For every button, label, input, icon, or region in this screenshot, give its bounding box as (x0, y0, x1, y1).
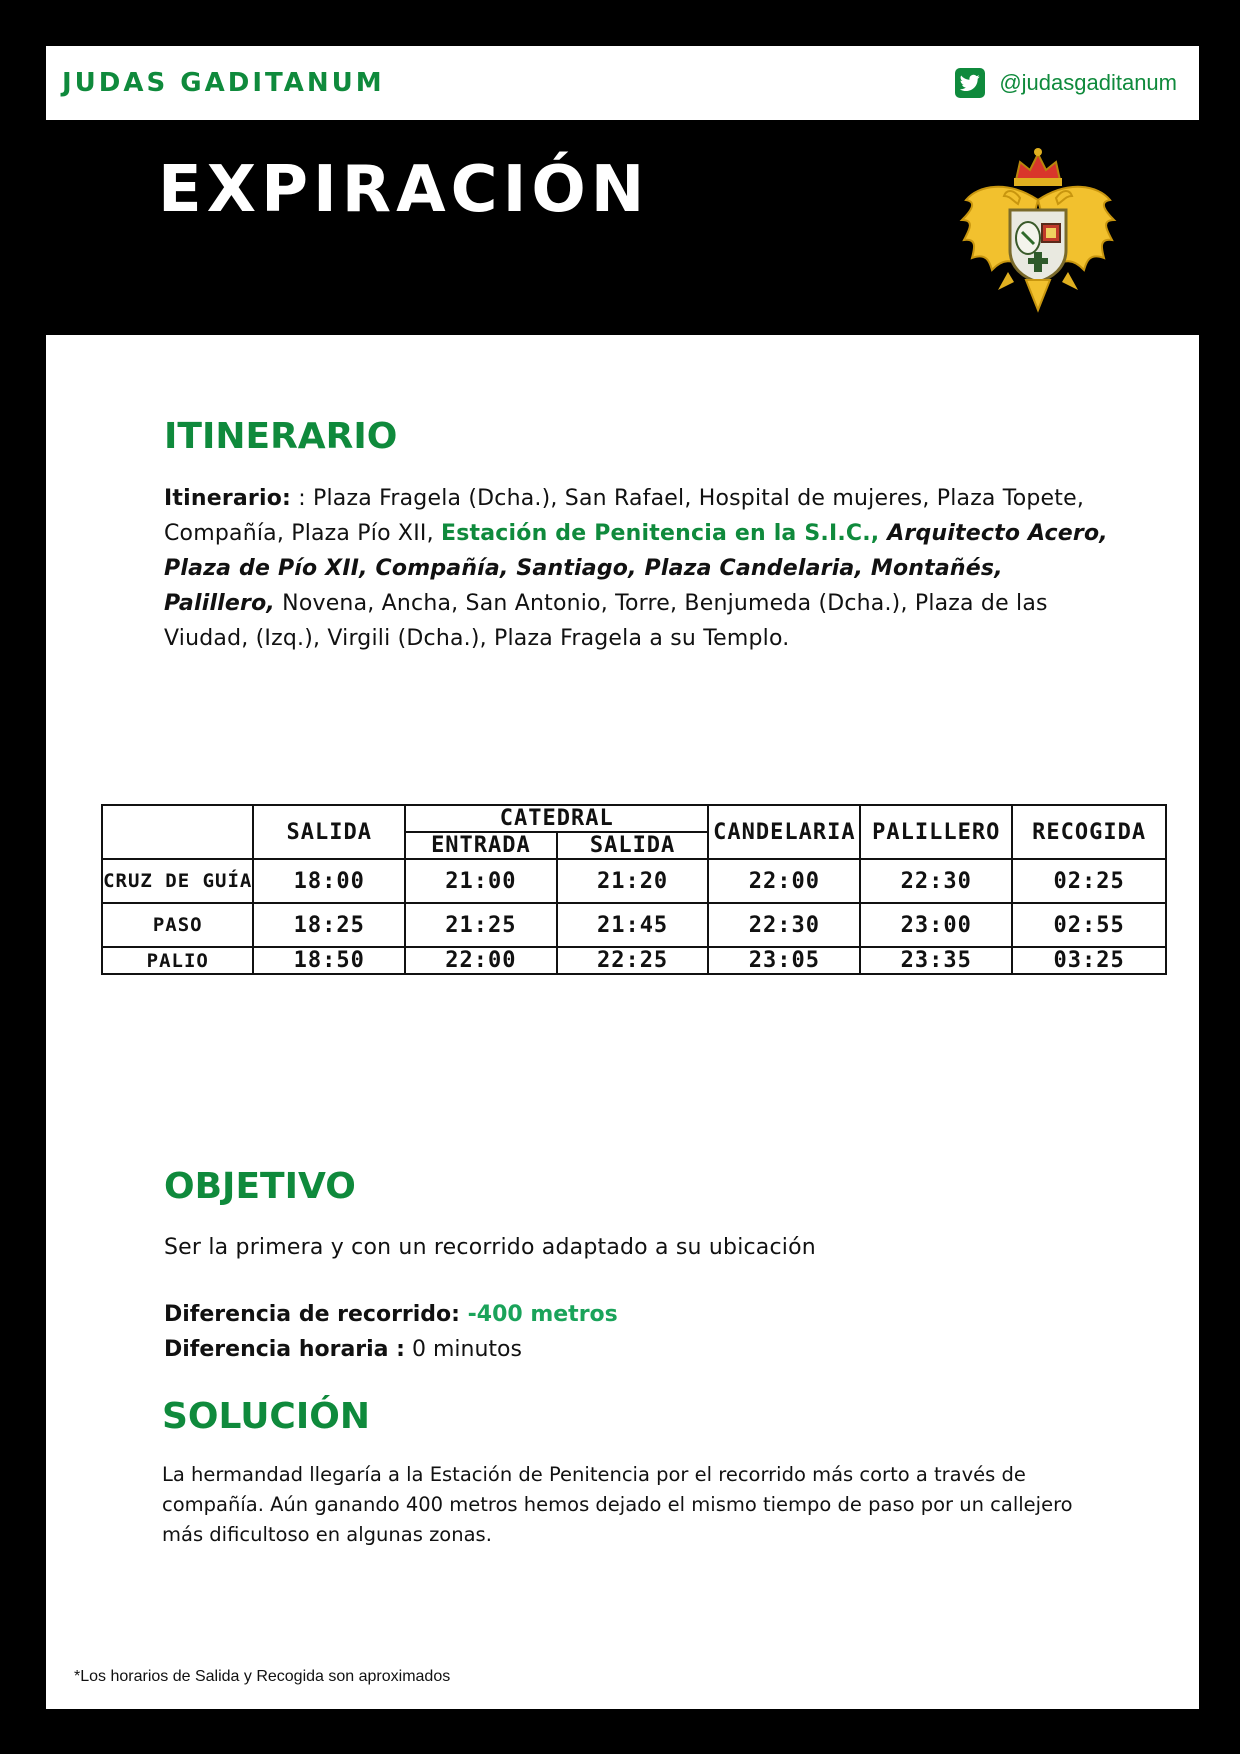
cell-palillero: 23:35 (860, 947, 1012, 974)
cell-salida: 18:25 (253, 903, 405, 947)
cell-candelaria: 22:30 (708, 903, 860, 947)
header-palillero: PALILLERO (860, 805, 1012, 859)
crest-emblem-icon (958, 140, 1118, 315)
objetivo-text: Ser la primera y con un recorrido adaptado a su ubicación (164, 1235, 816, 1260)
footnote: *Los horarios de Salida y Recogida son aproximados (74, 1668, 451, 1685)
solucion-heading: SOLUCIÓN (162, 1396, 370, 1437)
twitter-icon (955, 68, 985, 98)
top-bar (46, 46, 1199, 120)
schedule-table (101, 804, 1167, 975)
cell-catedral-salida: 22:25 (557, 947, 709, 974)
cell-catedral-salida: 21:20 (557, 859, 709, 903)
cell-salida: 18:50 (253, 947, 405, 974)
cell-candelaria: 23:05 (708, 947, 860, 974)
twitter-link[interactable] (955, 68, 1177, 98)
table-row (102, 859, 1166, 903)
header-entrada: ENTRADA (405, 832, 557, 859)
brand-name: JUDAS GADITANUM (62, 68, 385, 98)
cell-recogida: 02:25 (1012, 859, 1166, 903)
row-label: CRUZ DE GUÍA (102, 859, 253, 903)
cell-palillero: 22:30 (860, 859, 1012, 903)
table-row (102, 903, 1166, 947)
table-row (102, 947, 1166, 974)
header-catedral: CATEDRAL (405, 805, 708, 832)
row-label: PASO (102, 903, 253, 947)
cell-recogida: 02:55 (1012, 903, 1166, 947)
header-candelaria: CANDELARIA (708, 805, 860, 859)
itinerario-heading: ITINERARIO (164, 416, 398, 457)
cell-candelaria: 22:00 (708, 859, 860, 903)
empty-header-cell (102, 805, 253, 859)
header-salida: SALIDA (253, 805, 405, 859)
cell-salida: 18:00 (253, 859, 405, 903)
itinerario-text: Itinerario: : Plaza Fragela (Dcha.), San Rafael, Hospital de mujeres, Plaza Topete, Compañía, Plaza Pío XII, Estación de Penitencia en la S.I.C., Arquitecto Acero, Plaza de Pío XII, Compañía, Santiago, Plaza Candelaria, Montañés, Palillero, Novena, Ancha, San Antonio, Torre, Benjumeda (Dcha.), Plaza de las Viudad, (Izq.), Virgili (Dcha.), Plaza Fragela a su Templo. (164, 486, 1108, 651)
cell-entrada: 22:00 (405, 947, 557, 974)
cell-palillero: 23:00 (860, 903, 1012, 947)
row-label: PALIO (102, 947, 253, 974)
header-catedral-salida: SALIDA (557, 832, 709, 859)
itinerario-highlight: Estación de Penitencia en la S.I.C., (440, 521, 880, 546)
cell-entrada: 21:25 (405, 903, 557, 947)
diff-time: Diferencia horaria : 0 minutos (164, 1337, 522, 1362)
page-title: EXPIRACIÓN (158, 153, 650, 227)
diff-route: Diferencia de recorrido: -400 metros (164, 1302, 618, 1327)
objetivo-heading: OBJETIVO (164, 1166, 356, 1207)
solucion-text: La hermandad llegaría a la Estación de Penitencia por el recorrido más corto a través de compañía. Aún ganando 400 metros hemos dejado el mismo tiempo de paso por un callejero más dificultoso en algunas zonas. (162, 1463, 1073, 1546)
cell-recogida: 03:25 (1012, 947, 1166, 974)
cell-entrada: 21:00 (405, 859, 557, 903)
header-recogida: RECOGIDA (1012, 805, 1166, 859)
twitter-handle[interactable]: @judasgaditanum (999, 70, 1177, 95)
cell-catedral-salida: 21:45 (557, 903, 709, 947)
